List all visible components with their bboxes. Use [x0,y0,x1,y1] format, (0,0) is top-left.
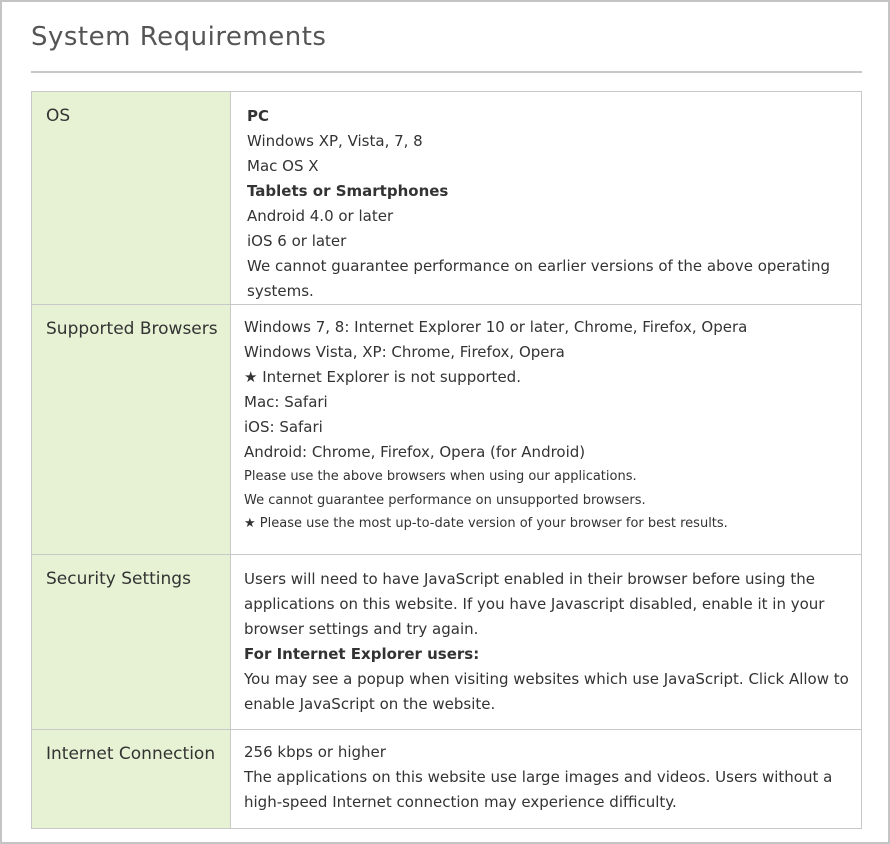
os-line: iOS 6 or later [247,232,347,250]
table-row-security [32,555,862,730]
browser-line: Android: Chrome, Firefox, Opera (for Android) [244,443,586,461]
browser-note: ★ Please use the most up-to-date version of your browser for best results. [244,516,728,531]
row-label-browsers: Supported Browsers [32,305,231,555]
requirements-table [31,91,862,829]
os-disclaimer: We cannot guarantee performance on earlier versions of the above operating systems. [247,257,831,300]
table-row-os [32,92,862,305]
row-value-os [231,92,862,305]
os-line: Mac OS X [247,157,319,175]
title-divider [31,71,862,73]
security-paragraph: Users will need to have JavaScript enabled in their browser before using the applications on this website. If you have Javascript disabled, enable it in your browser settings and try again. [244,570,825,638]
security-subheading: For Internet Explorer users: [244,645,480,663]
browser-line: ★ Internet Explorer is not supported. [244,368,521,386]
os-pc-heading: PC [247,107,270,125]
os-mobile-heading: Tablets or Smartphones [247,182,449,200]
page-title: System Requirements [31,22,327,52]
connection-paragraph: The applications on this website use large images and videos. Users without a high-speed Internet connection may experience difficulty. [244,768,833,811]
browser-line: Mac: Safari [244,393,328,411]
browser-note: We cannot guarantee performance on unsupported browsers. [244,492,646,508]
row-label-connection: Internet Connection [32,730,231,829]
row-value-connection [231,730,862,829]
row-value-security [231,555,862,730]
row-label-security: Security Settings [32,555,231,730]
browser-line: iOS: Safari [244,418,323,436]
table-row-connection [32,730,862,829]
os-line: Android 4.0 or later [247,207,394,225]
os-line: Windows XP, Vista, 7, 8 [247,132,423,150]
browser-note: Please use the above browsers when using our applications. [244,469,637,484]
row-value-browsers [231,305,862,555]
connection-speed: 256 kbps or higher [244,743,386,761]
row-label-os: OS [32,92,231,305]
table-row-browsers [32,305,862,555]
browser-line: Windows Vista, XP: Chrome, Firefox, Opera [244,343,565,361]
browser-line: Windows 7, 8: Internet Explorer 10 or later, Chrome, Firefox, Opera [244,318,748,336]
security-paragraph-ie: You may see a popup when visiting websites which use JavaScript. Click Allow to enable JavaScript on the website. [244,670,849,713]
